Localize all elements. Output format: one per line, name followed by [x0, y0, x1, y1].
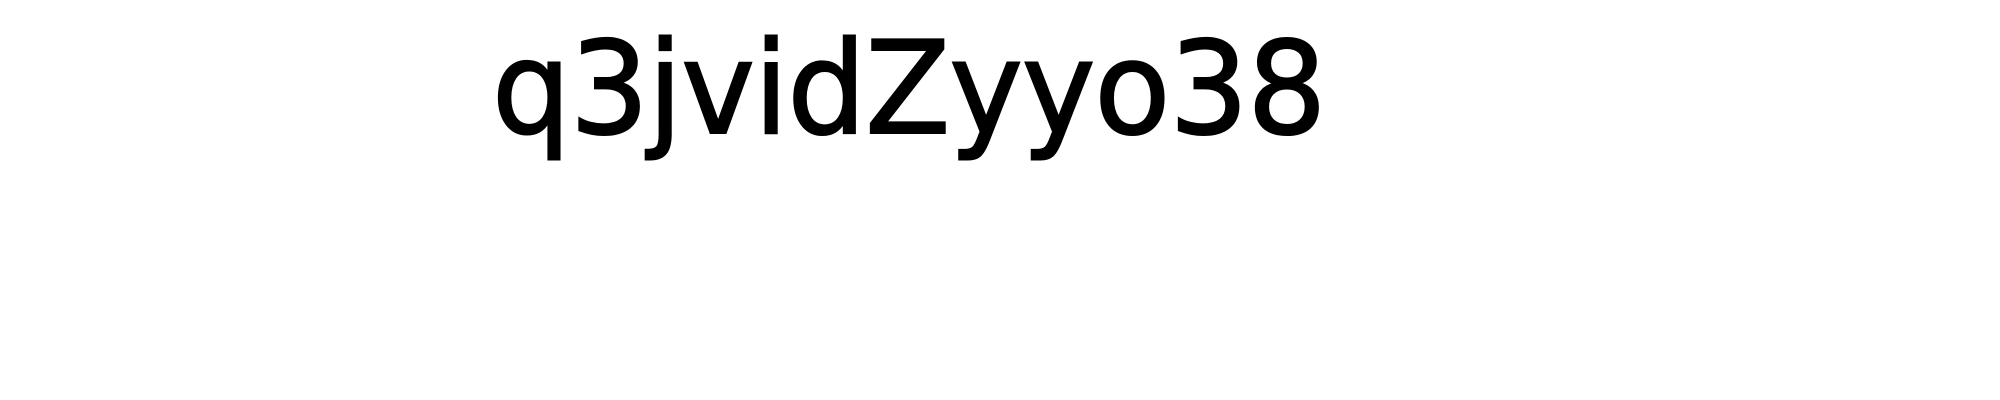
captcha-text: q3jvidZyyo38	[492, 15, 1326, 164]
